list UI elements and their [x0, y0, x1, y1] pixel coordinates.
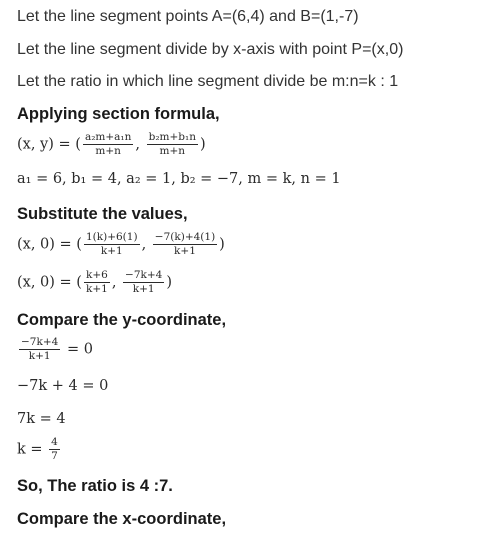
sub2-denominator-x: k+1	[85, 283, 108, 296]
statement-ratio: Let the ratio in which line segment divide be m:n=k : 1	[17, 73, 399, 90]
sub2-numerator-x: k+6	[84, 270, 110, 283]
ycomp-numerator: −7k+4	[19, 337, 60, 350]
statement-divide-point: Let the line segment divide by x-axis with point P=(x,0)	[17, 41, 404, 58]
heading-section-formula: Applying section formula,	[17, 105, 220, 123]
k-solution-denominator: 7	[51, 450, 58, 463]
heading-substitute: Substitute the values,	[17, 205, 188, 223]
heading-compare-x: Compare the x-coordinate,	[17, 510, 227, 528]
sub2-fraction-y	[123, 270, 164, 295]
formula-numerator-y: b₂m+b₁n	[147, 132, 198, 145]
section-formula-equation: (x, y) = ( $\frac{\text{a₂m+a₁n}}{m+n}$ , $\frac{\text{b₂m+b₁n}}{m+n}$ )	[17, 131, 206, 158]
linear-equation-2: 7k = 4	[17, 411, 66, 427]
formula-close-paren: )	[200, 136, 206, 153]
heading-compare-y: Compare the y-coordinate,	[17, 311, 227, 329]
ycomp-rhs: = 0	[66, 341, 93, 358]
substitution-equation-1: (x, 0) = ( $\frac{1(k)+6(1)}{k+1}$ , $\frac{-7(k)+4(1)}{k+1}$ )	[17, 231, 225, 258]
statement-points: Let the line segment points A=(6,4) and B=(1,-7)	[17, 8, 359, 25]
formula-fraction-x	[83, 132, 133, 157]
formula-denominator-x: m+n	[95, 145, 121, 158]
sub2-numerator-y: −7k+4	[123, 270, 164, 283]
sub2-lhs: (x, 0) = (	[17, 274, 82, 291]
sub1-close-paren: )	[219, 236, 225, 253]
sub1-fraction-x	[84, 232, 140, 257]
y-coordinate-equation	[17, 337, 93, 362]
sub1-numerator-x: 1(k)+6(1)	[84, 232, 140, 245]
sub2-fraction-x	[84, 270, 110, 295]
k-solution-fraction	[49, 437, 60, 462]
sub1-denominator-y: k+1	[174, 245, 196, 258]
k-solution-equation	[17, 437, 62, 462]
ratio-conclusion: So, The ratio is 4 :7.	[17, 477, 173, 495]
formula-denominator-y: m+n	[159, 145, 186, 158]
formula-lhs: (x, y) = (	[17, 136, 81, 153]
ycomp-fraction	[19, 337, 60, 362]
given-values-equation: a₁ = 6, b₁ = 4, a₂ = 1, b₂ = −7, m = k, n = 1	[17, 171, 341, 187]
k-solution-lhs: k =	[17, 441, 43, 458]
sub1-numerator-y: −7(k)+4(1)	[153, 232, 217, 245]
sub2-denominator-y: k+1	[132, 283, 155, 296]
linear-equation-1: −7k + 4 = 0	[17, 378, 109, 394]
ycomp-denominator: k+1	[28, 350, 51, 363]
sub1-lhs: (x, 0) = (	[17, 236, 82, 253]
k-solution-numerator: 4	[49, 437, 60, 450]
sub1-fraction-y	[153, 232, 217, 257]
substitution-equation-2: (x, 0) = ( $\frac{k+6}{k+1}$ , $\frac{-7k+4}{k+1}$ )	[17, 269, 173, 296]
formula-numerator-x: a₂m+a₁n	[83, 132, 133, 145]
formula-fraction-y	[147, 132, 198, 157]
sub1-denominator-x: k+1	[100, 245, 123, 258]
sub2-close-paren: )	[166, 274, 173, 291]
